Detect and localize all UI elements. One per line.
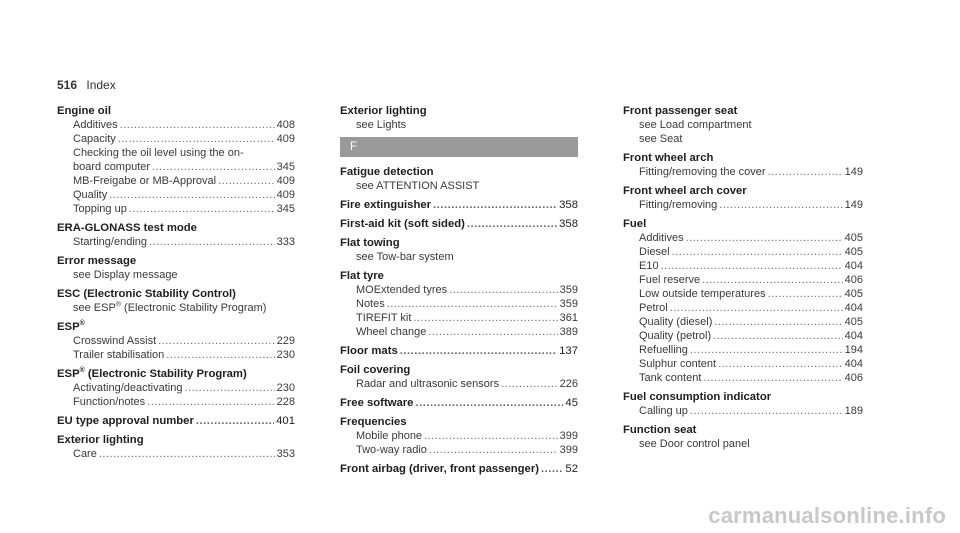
see-reference[interactable]: see Tow-bar system (356, 251, 454, 263)
index-entry-flat-tyre (340, 269, 578, 339)
page-ref[interactable]: 404 (844, 330, 863, 342)
page-ref[interactable]: 230 (276, 349, 295, 361)
page-ref[interactable]: 149 (844, 166, 863, 178)
sub-entry[interactable]: Sulphur content ..... 404 (623, 357, 863, 371)
index-entry-foil-covering (340, 363, 578, 391)
sub-entry[interactable]: Fitting/removing ..... 149 (623, 198, 863, 212)
sub-entry[interactable]: Petrol ..... 404 (623, 301, 863, 315)
page-ref[interactable]: 406 (844, 274, 863, 286)
page-ref[interactable]: 401 (276, 415, 295, 427)
entry-heading: ERA-GLONASS test mode (57, 222, 197, 234)
page-ref[interactable]: 149 (844, 199, 863, 211)
page-ref[interactable]: 228 (276, 396, 295, 408)
page-ref[interactable]: 358 (559, 199, 578, 211)
see-reference[interactable]: see Load compartment (639, 119, 752, 131)
index-entry-esp (57, 320, 295, 362)
page-ref[interactable]: 405 (844, 246, 863, 258)
sub-entry[interactable]: Low outside temperatures ..... 405 (623, 287, 863, 301)
sub-entry[interactable]: Topping up ..... 345 (57, 202, 295, 216)
page-ref[interactable]: 353 (276, 448, 295, 460)
page-ref[interactable]: 399 (559, 430, 578, 442)
sub-entry[interactable]: board computer ..... 345 (57, 160, 295, 174)
watermark-text: carmanualsonline.info (708, 503, 946, 528)
entry-heading: Engine oil (57, 105, 111, 117)
index-entry-esp-program (57, 367, 295, 409)
page-ref[interactable]: 404 (844, 358, 863, 370)
sub-entry[interactable]: Trailer stabilisation ..... 230 (57, 348, 295, 362)
sub-entry[interactable]: Calling up ..... 189 (623, 404, 863, 418)
index-entry-esc (57, 287, 295, 315)
sub-entry[interactable]: Fuel reserve ..... 406 (623, 273, 863, 287)
entry-heading: Fatigue detection (340, 166, 434, 178)
page-ref[interactable]: 226 (559, 378, 578, 390)
page-ref[interactable]: 45 (565, 397, 578, 409)
entry-heading: EU type approval number (57, 415, 194, 427)
entry-heading: Flat tyre (340, 270, 384, 282)
index-entry-first-aid (340, 217, 578, 231)
index-entry-frequencies (340, 415, 578, 457)
sub-entry[interactable]: Refuelling ..... 194 (623, 343, 863, 357)
sub-entry: Checking the oil level using the on- (73, 147, 244, 159)
see-reference[interactable]: see ATTENTION ASSIST (356, 180, 480, 192)
see-reference[interactable]: see Display message (73, 269, 178, 281)
index-entry-exterior-lighting-see (340, 104, 578, 132)
page-ref[interactable]: 409 (276, 189, 295, 201)
sub-entry[interactable]: Wheel change ..... 389 (340, 325, 578, 339)
entry-heading: Error message (57, 255, 137, 267)
page-ref[interactable]: 345 (276, 203, 295, 215)
entry-heading: Exterior lighting (57, 434, 144, 446)
page-ref[interactable]: 194 (844, 344, 863, 356)
sub-entry[interactable]: Tank content ..... 406 (623, 371, 863, 385)
sub-entry[interactable]: Diesel ..... 405 (623, 245, 863, 259)
index-entry-fuel-consumption (623, 390, 863, 418)
page-ref[interactable]: 229 (276, 335, 295, 347)
entry-heading: First-aid kit (soft sided) (340, 218, 465, 230)
index-entry-flat-towing (340, 236, 578, 264)
sub-entry[interactable]: Activating/deactivating ..... 230 (57, 381, 295, 395)
index-entry-front-passenger-seat (623, 104, 863, 146)
index-entry-fire-extinguisher (340, 198, 578, 212)
index-entry-front-wheel-arch-cover (623, 184, 863, 212)
entry-heading: Frequencies (340, 416, 407, 428)
page-ref[interactable]: 405 (844, 232, 863, 244)
page-ref[interactable]: 345 (276, 161, 295, 173)
page-ref[interactable]: 409 (276, 133, 295, 145)
index-entry-exterior-lighting (57, 433, 295, 461)
index-entry-front-wheel-arch (623, 151, 863, 179)
see-reference[interactable]: see Lights (356, 119, 407, 131)
sub-entry[interactable]: Additives ..... 408 (57, 118, 295, 132)
sub-entry[interactable]: MOExtended tyres ..... 359 (340, 283, 578, 297)
letter-divider: F (340, 137, 578, 157)
sub-entry[interactable]: TIREFIT kit ..... 361 (340, 311, 578, 325)
entry-heading: ESP® (Electronic Stability Program) (57, 367, 247, 380)
index-entry-engine-oil (57, 104, 295, 216)
page-ref[interactable]: 405 (844, 316, 863, 328)
sub-entry[interactable]: Additives ..... 405 (623, 231, 863, 245)
entry-heading: ESP® (57, 320, 85, 333)
page-ref[interactable]: 408 (276, 119, 295, 131)
index-column-3 (623, 104, 863, 456)
page-ref[interactable]: 389 (559, 326, 578, 338)
page-ref[interactable]: 52 (565, 463, 578, 475)
page-ref[interactable]: 406 (844, 372, 863, 384)
index-column-2 (340, 104, 578, 481)
see-reference[interactable]: see Seat (639, 133, 683, 145)
page-header (57, 78, 116, 92)
see-reference[interactable]: see Door control panel (639, 438, 750, 450)
page-ref[interactable]: 189 (844, 405, 863, 417)
sub-entry[interactable]: Quality (diesel) ..... 405 (623, 315, 863, 329)
sub-entry[interactable]: Mobile phone ..... 399 (340, 429, 578, 443)
sub-entry[interactable]: Care ..... 353 (57, 447, 295, 461)
sub-entry[interactable]: Two-way radio ..... 399 (340, 443, 578, 457)
index-entry-floor-mats (340, 344, 578, 358)
entry-heading: Flat towing (340, 237, 400, 249)
page-ref[interactable]: 358 (559, 218, 578, 230)
entry-heading: Fuel consumption indicator (623, 391, 772, 403)
index-entry-free-software (340, 396, 578, 410)
index-entry-fuel (623, 217, 863, 385)
index-entry-front-airbag (340, 462, 578, 476)
page-ref[interactable]: 361 (559, 312, 578, 324)
page-ref[interactable]: 405 (844, 288, 863, 300)
page-ref[interactable]: 404 (844, 260, 863, 272)
sub-entry[interactable]: Radar and ultrasonic sensors ..... 226 (340, 377, 578, 391)
page-ref[interactable]: 399 (559, 444, 578, 456)
entry-heading: ESC (Electronic Stability Control) (57, 288, 236, 300)
page-ref[interactable]: 404 (844, 302, 863, 314)
sub-entry[interactable]: Capacity ..... 409 (57, 132, 295, 146)
index-entry-era-glonass (57, 221, 295, 249)
entry-heading: Floor mats (340, 345, 398, 357)
entry-heading: Foil covering (340, 364, 411, 376)
sub-entry[interactable]: Starting/ending ..... 333 (57, 235, 295, 249)
sub-entry[interactable]: Quality (petrol) ..... 404 (623, 329, 863, 343)
sub-entry[interactable]: Crosswind Assist ..... 229 (57, 334, 295, 348)
entry-heading: Front passenger seat (623, 105, 738, 117)
sub-entry[interactable]: Notes ..... 359 (340, 297, 578, 311)
entry-heading: Fuel (623, 218, 647, 230)
page-number: 516 (57, 78, 78, 92)
sub-entry[interactable]: Fitting/removing the cover ..... 149 (623, 165, 863, 179)
sub-entry[interactable]: Quality ..... 409 (57, 188, 295, 202)
index-column-1 (57, 104, 295, 466)
index-entry-fatigue (340, 165, 578, 193)
entry-heading: Fire extinguisher (340, 199, 432, 211)
entry-heading: Front airbag (driver, front passenger) (340, 463, 539, 475)
page-ref[interactable]: 137 (559, 345, 578, 357)
sub-entry[interactable]: Function/notes ..... 228 (57, 395, 295, 409)
entry-heading: Front wheel arch cover (623, 185, 747, 197)
index-entry-error-message (57, 254, 295, 282)
page-ref[interactable]: 359 (559, 284, 578, 296)
entry-heading: Front wheel arch (623, 152, 714, 164)
page-ref[interactable]: 409 (276, 175, 295, 187)
index-entry-function-seat (623, 423, 863, 451)
see-reference[interactable]: see ESP® (Electronic Stability Program) (73, 301, 267, 314)
sub-entry[interactable]: E10 ..... 404 (623, 259, 863, 273)
entry-heading: Function seat (623, 424, 697, 436)
sub-entry[interactable]: MB-Freigabe or MB-Approval ..... 409 (57, 174, 295, 188)
page-ref[interactable]: 359 (559, 298, 578, 310)
entry-heading: Free software (340, 397, 414, 409)
section-title: Index (86, 78, 116, 92)
page-ref[interactable]: 230 (276, 382, 295, 394)
page-ref[interactable]: 333 (276, 236, 295, 248)
index-entry-eu-type-approval (57, 414, 295, 428)
entry-heading: Exterior lighting (340, 105, 427, 117)
